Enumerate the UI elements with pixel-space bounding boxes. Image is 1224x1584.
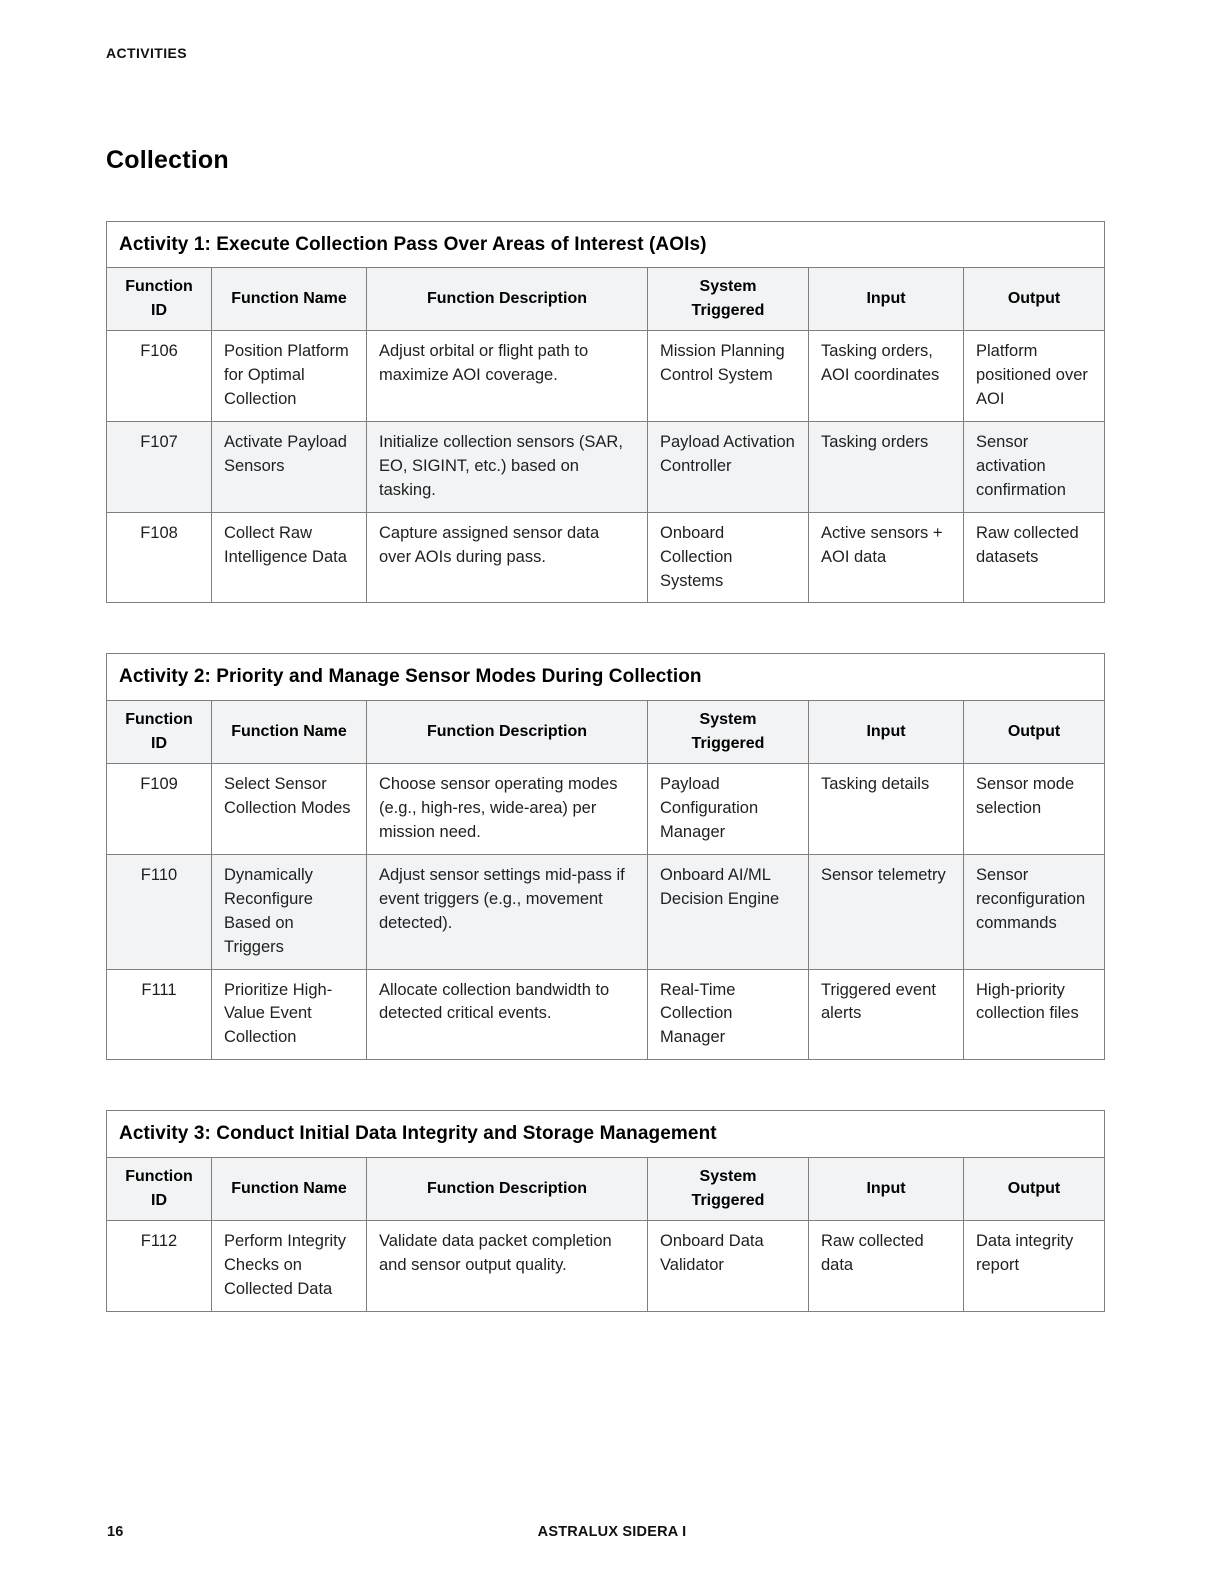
cell-input: Active sensors + AOI data <box>809 512 964 603</box>
cell-system-triggered: Payload Configuration Manager <box>648 764 809 855</box>
table-row <box>107 969 1105 1060</box>
cell-system-triggered: Payload Activation Controller <box>648 421 809 512</box>
col-header-output: Output <box>964 1157 1105 1220</box>
cell-system-triggered: Real-Time Collection Manager <box>648 969 809 1060</box>
cell-function-name: Select Sensor Collection Modes <box>212 764 367 855</box>
activity-1-table <box>106 221 1105 604</box>
cell-function-description: Adjust orbital or flight path to maximize AOI coverage. <box>367 331 648 422</box>
cell-input: Tasking details <box>809 764 964 855</box>
table-row <box>107 1220 1105 1311</box>
col-header-function-name: Function Name <box>212 1157 367 1220</box>
cell-function-description: Capture assigned sensor data over AOIs during pass. <box>367 512 648 603</box>
table-row <box>107 764 1105 855</box>
col-header-function-name: Function Name <box>212 701 367 764</box>
cell-system-triggered: Onboard Collection Systems <box>648 512 809 603</box>
col-header-input: Input <box>809 268 964 331</box>
activity-2-table <box>106 653 1105 1060</box>
cell-input: Tasking orders, AOI coordinates <box>809 331 964 422</box>
table-row <box>107 512 1105 603</box>
cell-function-id: F111 <box>107 969 212 1060</box>
cell-output: Platform positioned over AOI <box>964 331 1105 422</box>
cell-output: Raw collected datasets <box>964 512 1105 603</box>
cell-function-id: F108 <box>107 512 212 603</box>
cell-output: Sensor mode selection <box>964 764 1105 855</box>
cell-function-id: F106 <box>107 331 212 422</box>
cell-function-name: Dynamically Reconfigure Based on Triggers <box>212 854 367 969</box>
cell-output: Sensor reconfiguration commands <box>964 854 1105 969</box>
cell-output: High-priority collection files <box>964 969 1105 1060</box>
cell-function-description: Adjust sensor settings mid-pass if event triggers (e.g., movement detected). <box>367 854 648 969</box>
cell-function-name: Position Platform for Optimal Collection <box>212 331 367 422</box>
cell-function-id: F110 <box>107 854 212 969</box>
activity-title: Activity 1: Execute Collection Pass Over Areas of Interest (AOIs) <box>107 221 1105 268</box>
kicker: ACTIVITIES <box>106 45 188 61</box>
cell-function-description: Validate data packet completion and sensor output quality. <box>367 1220 648 1311</box>
cell-input: Sensor telemetry <box>809 854 964 969</box>
cell-system-triggered: Mission Planning Control System <box>648 331 809 422</box>
cell-function-name: Prioritize High-Value Event Collection <box>212 969 367 1060</box>
cell-input: Raw collected data <box>809 1220 964 1311</box>
col-header-input: Input <box>809 701 964 764</box>
table-row <box>107 854 1105 969</box>
cell-input: Tasking orders <box>809 421 964 512</box>
cell-function-description: Initialize collection sensors (SAR, EO, SIGINT, etc.) based on tasking. <box>367 421 648 512</box>
activity-title: Activity 3: Conduct Initial Data Integrity and Storage Management <box>107 1111 1105 1158</box>
col-header-system-triggered: System Triggered <box>648 1157 809 1220</box>
col-header-output: Output <box>964 268 1105 331</box>
col-header-system-triggered: System Triggered <box>648 268 809 331</box>
cell-function-id: F109 <box>107 764 212 855</box>
table-row <box>107 331 1105 422</box>
cell-function-description: Allocate collection bandwidth to detected critical events. <box>367 969 648 1060</box>
cell-function-id: F112 <box>107 1220 212 1311</box>
section-title: Collection <box>106 146 229 174</box>
col-header-system-triggered: System Triggered <box>648 701 809 764</box>
col-header-function-description: Function Description <box>367 701 648 764</box>
col-header-input: Input <box>809 1157 964 1220</box>
activity-3-table <box>106 1110 1105 1311</box>
cell-function-description: Choose sensor operating modes (e.g., high-res, wide-area) per mission need. <box>367 764 648 855</box>
cell-function-name: Activate Payload Sensors <box>212 421 367 512</box>
cell-function-name: Collect Raw Intelligence Data <box>212 512 367 603</box>
table-row <box>107 421 1105 512</box>
cell-system-triggered: Onboard AI/ML Decision Engine <box>648 854 809 969</box>
col-header-function-id: Function ID <box>107 268 212 331</box>
cell-function-id: F107 <box>107 421 212 512</box>
col-header-output: Output <box>964 701 1105 764</box>
document-title: ASTRALUX SIDERA I <box>537 1524 687 1540</box>
cell-function-name: Perform Integrity Checks on Collected Data <box>212 1220 367 1311</box>
col-header-function-description: Function Description <box>367 1157 648 1220</box>
col-header-function-id: Function ID <box>107 1157 212 1220</box>
cell-input: Triggered event alerts <box>809 969 964 1060</box>
page-footer <box>0 1524 1224 1546</box>
cell-output: Data integrity report <box>964 1220 1105 1311</box>
col-header-function-description: Function Description <box>367 268 648 331</box>
col-header-function-name: Function Name <box>212 268 367 331</box>
col-header-function-id: Function ID <box>107 701 212 764</box>
cell-output: Sensor activation confirmation <box>964 421 1105 512</box>
cell-system-triggered: Onboard Data Validator <box>648 1220 809 1311</box>
activity-title: Activity 2: Priority and Manage Sensor Modes During Collection <box>107 654 1105 701</box>
page-number: 16 <box>107 1524 124 1540</box>
